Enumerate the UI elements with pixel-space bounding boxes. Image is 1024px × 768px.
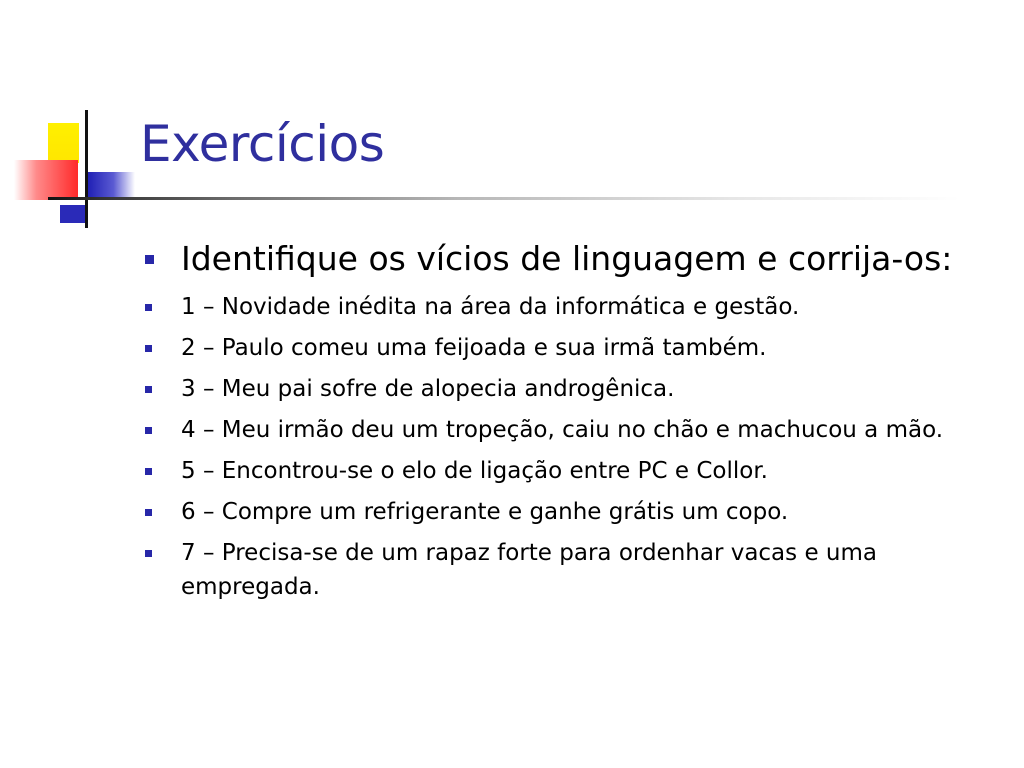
list-item <box>145 536 955 604</box>
list-item-text: 7 – Precisa-se de um rapaz forte para ordenhar vacas e uma empregada. <box>181 540 877 600</box>
square-bullet-icon <box>145 550 152 557</box>
list-item <box>145 495 955 529</box>
bullet-list <box>145 236 955 611</box>
square-bullet-icon <box>145 386 152 393</box>
list-item-text: Identifique os vícios de linguagem e corrija-os: <box>181 239 953 278</box>
list-item <box>145 372 955 406</box>
list-item-text: 5 – Encontrou-se o elo de ligação entre PC e Collor. <box>181 458 768 484</box>
logo-red-block <box>14 160 78 200</box>
logo-vertical-line <box>85 110 88 228</box>
logo-yellow-block <box>48 123 79 163</box>
list-item <box>145 413 955 447</box>
square-bullet-icon <box>145 509 152 516</box>
list-item <box>145 236 955 282</box>
square-bullet-icon <box>145 345 152 352</box>
list-item <box>145 331 955 365</box>
list-item <box>145 454 955 488</box>
title-underline <box>48 197 960 200</box>
square-bullet-icon <box>145 468 152 475</box>
list-item-text: 3 – Meu pai sofre de alopecia androgênica. <box>181 376 675 402</box>
square-bullet-icon <box>145 427 152 434</box>
square-bullet-icon <box>145 304 152 311</box>
list-item-text: 1 – Novidade inédita na área da informática e gestão. <box>181 294 800 320</box>
logo-blue-small-block <box>60 205 87 223</box>
list-item-text: 6 – Compre um refrigerante e ganhe grátis um copo. <box>181 499 789 525</box>
square-bullet-icon <box>145 255 154 264</box>
logo-blue-block <box>87 172 135 197</box>
list-item-text: 4 – Meu irmão deu um tropeção, caiu no chão e machucou a mão. <box>181 417 944 443</box>
slide-title: Exercícios <box>140 115 385 173</box>
list-item <box>145 290 955 324</box>
list-item-text: 2 – Paulo comeu uma feijoada e sua irmã também. <box>181 335 767 361</box>
